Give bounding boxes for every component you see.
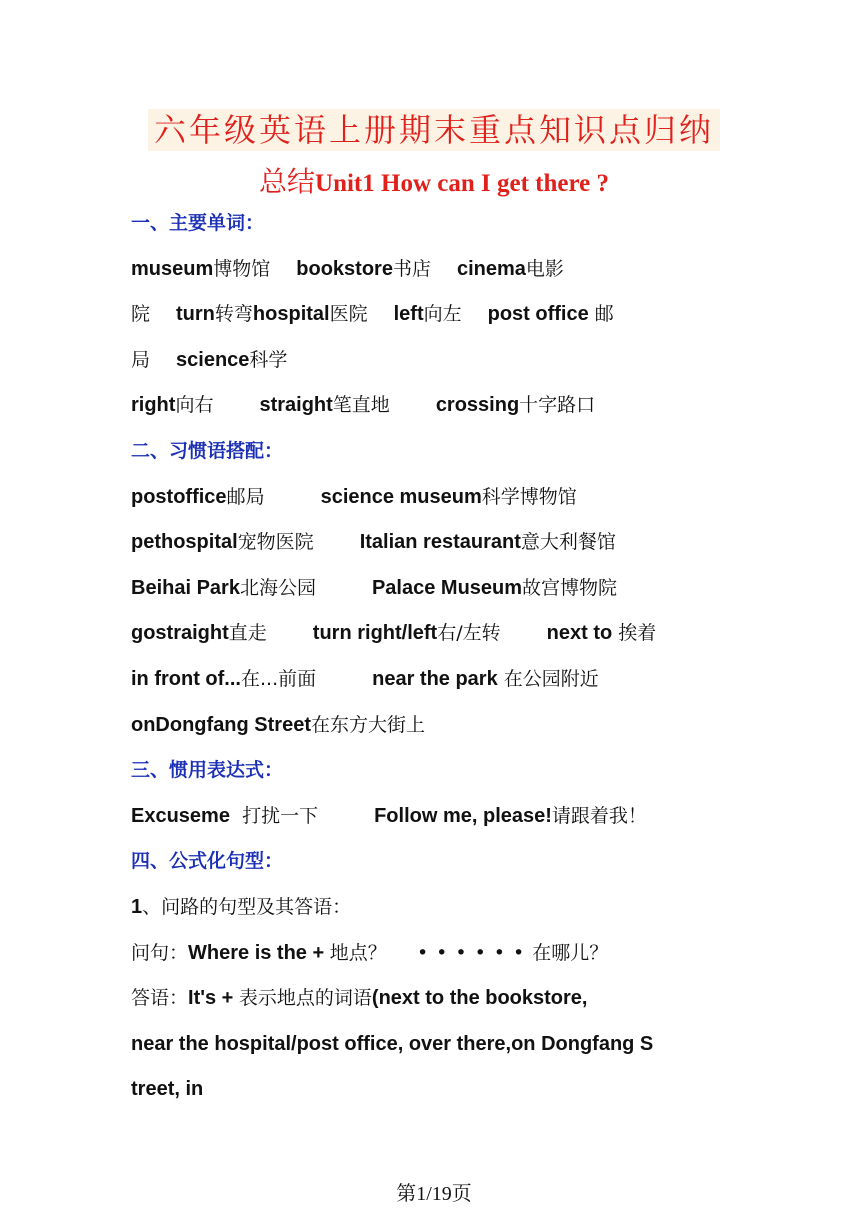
vocab-zh: 科学	[249, 348, 288, 371]
vocab-en: bookstore	[296, 257, 393, 280]
answer-en: treet, in	[131, 1078, 204, 1101]
vocab-line	[131, 383, 751, 429]
phrase-zh: 右/左转	[437, 622, 501, 645]
phrase-en: near the park	[372, 667, 498, 690]
vocab-zh: 医院	[329, 303, 368, 326]
vocab-zh: 书店	[392, 257, 431, 280]
answer-line	[131, 1067, 751, 1113]
phrase-en: Beihai Park	[131, 576, 240, 599]
document-title-line2	[0, 160, 868, 200]
phrase-line	[131, 703, 751, 749]
phrase-zh: 直走	[228, 622, 267, 645]
vocab-en: science	[176, 348, 250, 371]
vocab-en: straight	[259, 394, 333, 417]
answer-label: 答语：	[131, 987, 189, 1010]
document-body	[131, 201, 751, 1113]
vocab-zh: 院	[131, 303, 151, 326]
phrase-en: postoffice	[131, 485, 227, 508]
vocab-zh: 十字路口	[519, 394, 596, 417]
section-heading-expressions: 三、惯用表达式：	[131, 759, 284, 782]
vocab-zh: 博物馆	[213, 257, 271, 280]
vocab-zh: 向右	[175, 394, 214, 417]
phrase-en: pethospital	[131, 531, 238, 554]
phrase-zh: 挨着	[618, 622, 657, 645]
title-line1-text: 六年级英语上册期末重点知识点归纳	[148, 109, 720, 151]
question-zh: 地点？	[329, 941, 387, 964]
title-line2-unit: Unit1 How can I get there ?	[315, 170, 609, 197]
phrase-en: onDongfang Street	[131, 713, 311, 736]
vocab-en: cinema	[456, 257, 526, 280]
question-label: 问句：	[131, 941, 189, 964]
section-heading-vocab: 一、主要单词：	[131, 212, 265, 234]
vocab-zh: 电影	[525, 257, 564, 280]
phrase-en: next to	[546, 622, 613, 645]
vocab-zh: 向左	[423, 303, 462, 326]
phrase-en: turn right/left	[312, 622, 438, 645]
phrase-line	[131, 566, 751, 612]
expression-zh: 打扰一下	[242, 804, 319, 827]
item-number: 1	[131, 895, 143, 918]
vocab-line	[131, 338, 751, 384]
question-line	[131, 931, 751, 977]
phrase-zh: 邮局	[226, 485, 265, 508]
phrase-zh: 在公园附近	[503, 667, 599, 690]
phrase-en: Palace Museum	[371, 576, 523, 599]
phrase-en: science museum	[320, 485, 482, 508]
vocab-zh: 笔直地	[332, 394, 390, 417]
phrase-en: Italian restaurant	[359, 531, 521, 554]
answer-en: near the hospital/post office, over there,on Dongfang S	[131, 1032, 654, 1055]
vocab-zh: 局	[131, 348, 151, 371]
expression-zh: 请跟着我！	[551, 804, 647, 827]
phrase-zh: 宠物医院	[237, 531, 314, 554]
question-dots: ••••••	[416, 941, 533, 964]
phrase-line	[131, 520, 751, 566]
vocab-line	[131, 247, 751, 293]
vocab-en: crossing	[435, 394, 520, 417]
expression-en: Excuseme	[131, 804, 230, 827]
vocab-en: hospital	[252, 303, 330, 326]
vocab-en: museum	[131, 257, 214, 280]
phrase-en: gostraight	[131, 622, 229, 645]
answer-en: (next to the bookstore,	[371, 987, 588, 1010]
phrase-line	[131, 657, 751, 703]
sentence-item-title	[131, 885, 751, 931]
answer-line	[131, 1022, 751, 1068]
question-tail: 在哪儿？	[532, 941, 609, 964]
section-heading-phrases: 二、习惯语搭配：	[131, 439, 284, 462]
answer-zh: 表示地点的词语	[238, 987, 372, 1010]
vocab-en: left	[393, 303, 424, 326]
phrase-line	[131, 475, 751, 521]
phrase-zh: 北海公园	[239, 576, 316, 599]
vocab-en: right	[131, 394, 176, 417]
vocab-line	[131, 292, 751, 338]
phrase-en: in front of...	[131, 667, 241, 690]
expression-en: Follow me, please!	[374, 804, 552, 827]
phrase-line	[131, 611, 751, 657]
phrase-zh: 科学博物馆	[481, 485, 577, 508]
question-en: Where is the +	[188, 941, 330, 964]
page-number: 第1/19页	[396, 1183, 472, 1205]
vocab-en: turn	[176, 303, 215, 326]
section-heading-sentences: 四、公式化句型：	[131, 850, 284, 873]
expression-line	[131, 794, 751, 840]
document-title-line1	[0, 105, 868, 151]
phrase-zh: 故宫博物院	[522, 576, 618, 599]
phrase-zh: 在东方大街上	[311, 713, 426, 736]
title-line2-zh: 总结	[259, 165, 316, 198]
answer-line	[131, 976, 751, 1022]
answer-en: It's +	[188, 987, 239, 1010]
item-label: 、问路的句型及其答语：	[142, 895, 352, 918]
phrase-zh: 在...前面	[240, 667, 317, 690]
vocab-zh: 转弯	[214, 303, 253, 326]
phrase-zh: 意大利餐馆	[520, 531, 616, 554]
vocab-en: post office	[487, 303, 589, 326]
vocab-zh: 邮	[594, 303, 614, 326]
